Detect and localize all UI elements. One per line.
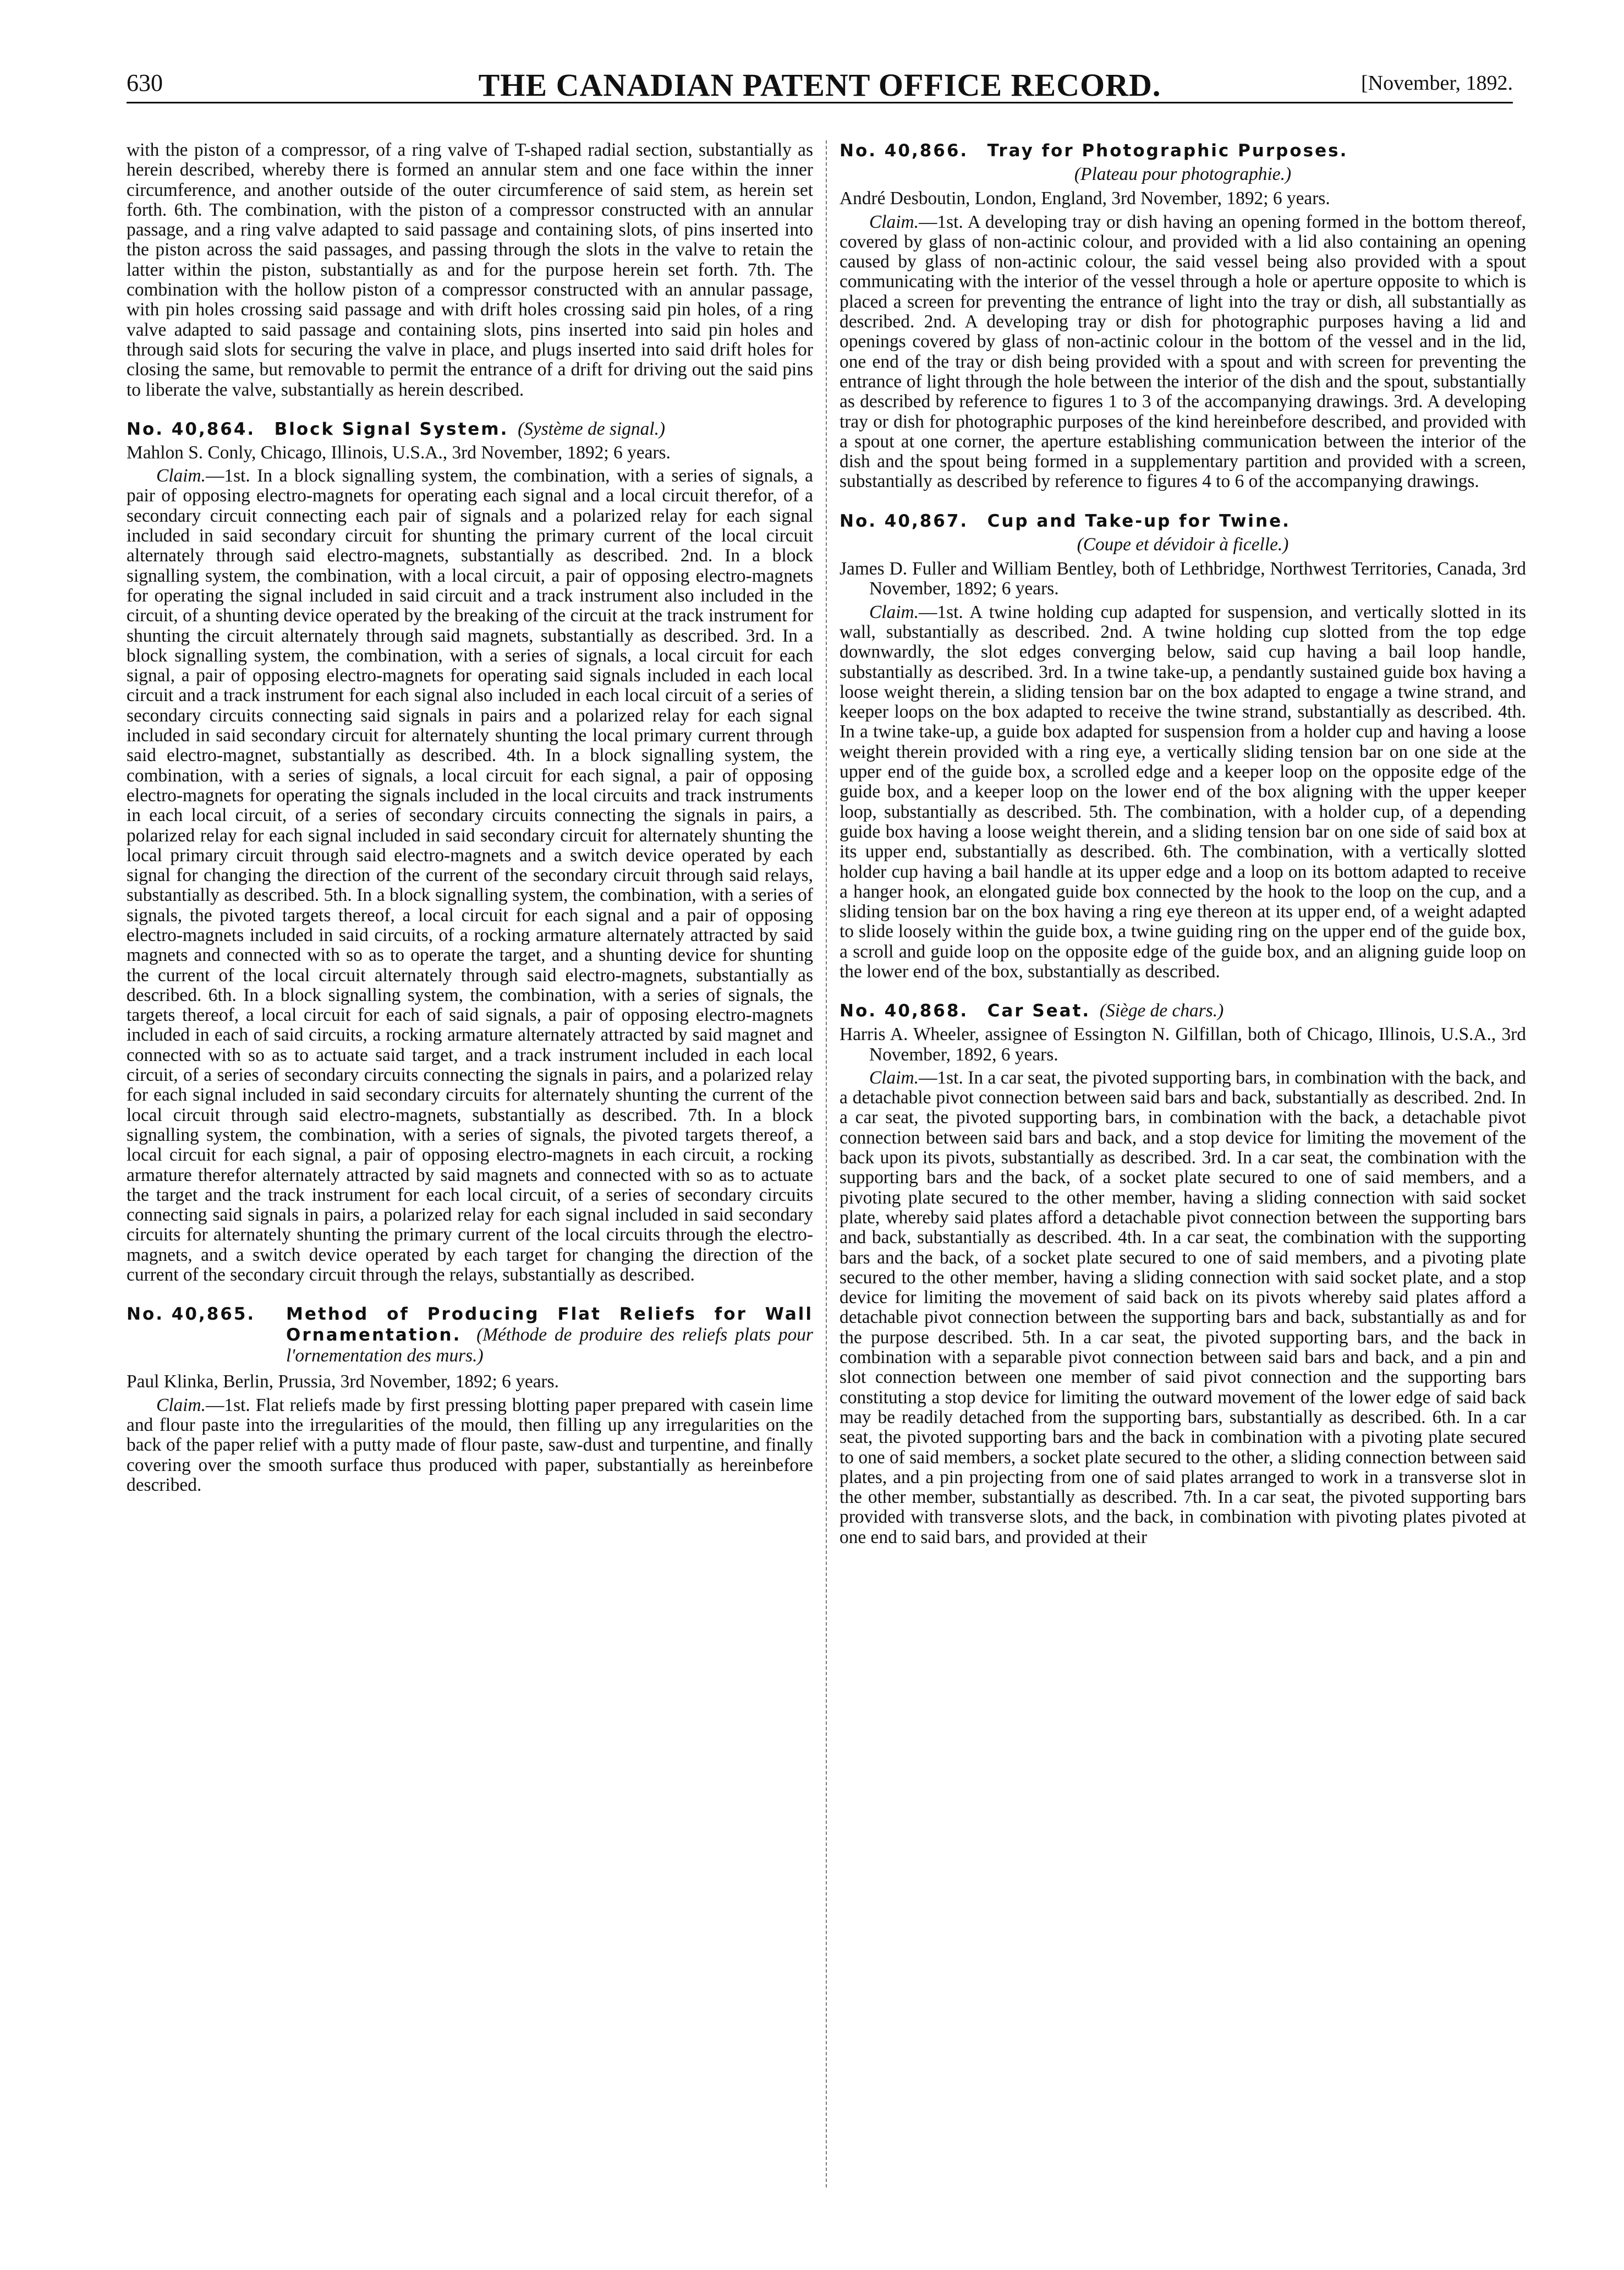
patentee: Mahlon S. Conly, Chicago, Illinois, U.S.A., 3rd November, 1892; 6 years. [127,442,671,463]
claims [127,466,813,1285]
patent-entry-40868 [840,1000,1526,1547]
patent-entry-40867 [840,511,1526,982]
patent-title: Tray for Photographic Purposes. [987,141,1348,161]
patent-number: No. 40,864. [127,419,256,439]
page-number: 630 [127,69,163,96]
column-divider [826,140,827,2187]
patentee: Harris A. Wheeler, assignee of Essington N. Gilfillan, both of Chicago, Illinois, U.S.A., 3rd November, 1892, 6 years. [840,1024,1526,1065]
claims [127,1396,813,1495]
page-header [127,69,1513,103]
patent-title: Cup and Take-up for Twine. [987,511,1291,531]
patent-title: Car Seat. [987,1001,1091,1021]
claim-label: Claim. [156,466,206,486]
patentee: Paul Klinka, Berlin, Prussia, 3rd November, 1892; 6 years. [127,1371,559,1392]
claims [840,603,1526,982]
issue-date: [November, 1892. [1360,72,1513,95]
claim-label: Claim. [869,601,919,622]
claim-text: —1st. Flat reliefs made by first pressing blotting paper prepared with casein lime and flour paste into the irregularities of the mould, then filling up any irregularities on the back of the paper relief with a putty made of flour paste, saw-dust and turpentine, and finally covering over the smooth surface thus produced with paper, substantially as hereinbefore described. [127,1394,813,1495]
right-column [840,140,1526,2242]
claims [840,212,1526,492]
french-title: (Siège de chars.) [1099,1000,1224,1021]
claim-text: —1st. A twine holding cup adapted for suspension, and vertically slotted in its wall, substantially as described. 2nd. A twine holding cup slotted from the top edge downwardly, the slot edges converging below, said cup having a bail loop handle, substantially as described. 3rd. In a twine take-up, a pendantly sustained guide box having a loose weight therein, a sliding tension bar on the box adapted to engage a twine strand, and keeper loops on the box adapted to receive the twine strand, substantially as described. 4th. In a twine take-up, a guide box adapted for suspension from a holder cup and having a loose weight therein provided with a ring eye, a vertically sliding tension bar on one side at the upper end of the guide box, a scrolled edge and a keeper loop on the opposite edge of the guide box, and a keeper loop on the lower end of the box aligning with the upper keeper loop, substantially as described. 5th. The combination, with a holder cup, of a depending guide box having a loose weight therein, and a sliding tension bar on one side of said box at its upper end, substantially as described. 6th. The combination, with a vertically slotted holder cup having a bail handle at its upper edge and a loop on its bottom adapted to receive a hanger hook, an elongated guide box connected by the hook to the loop on the cup, and a sliding tension bar on the box having a ring eye thereon at its upper end, of a weight adapted to slide loosely within the guide box, a twine guiding ring on the upper end of the guide box, a scroll and guide loop on the opposite edge of the guide box, and an aligning guide loop on the lower end of the box, substantially as described. [840,601,1526,982]
patentee: James D. Fuller and William Bentley, both of Lethbridge, Northwest Territories, Canada, 3rd November, 1892; 6 years. [840,559,1526,599]
french-title: (Coupe et dévidoir à ficelle.) [1077,534,1289,555]
patent-number: No. 40,867. [840,511,969,531]
patent-entry-40865 [127,1304,813,1495]
french-title: (Méthode de produire des reliefs plats pour l'ornementation des murs.) [286,1325,813,1366]
patent-number: No. 40,868. [840,1001,969,1021]
claim-text: —1st. A developing tray or dish having an opening formed in the bottom thereof, covered by glass of non-actinic colour, and provided with a lid also containing an opening caused by glass of non-actinic colour, the said vessel being also provided with a spout communicating with the interior of the vessel through a hole or aperture opposite to which is placed a screen for preventing the entrance of light into the tray or dish, all substantially as described. 2nd. A developing tray or dish for photographic purposes having a lid and openings covered by glass of non-actinic colour in the bottom of the vessel and in the lid, one end of the tray or dish being provided with a spout and with screen for preventing the entrance of light through the hole between the interior of the dish and the spout, substantially as described by reference to figures 1 to 3 of the accompanying drawings. 3rd. A developing tray or dish for photographic purposes of the kind hereinbefore described, and provided with a spout at one corner, the aperture establishing communication between the interior of the dish and the spout being formed in a supplementary partition and provided with a screen, substantially as described by reference to figures 4 to 6 of the accompanying drawings. [840,211,1526,492]
claims [840,1068,1526,1547]
patentee: André Desboutin, London, England, 3rd November, 1892; 6 years. [840,188,1330,209]
claim-label: Claim. [156,1394,206,1415]
patent-number: No. 40,865. [127,1304,256,1325]
entry-heading [840,1000,1526,1021]
patent-entry-40866 [840,140,1526,492]
claim-text: —1st. In a car seat, the pivoted supporting bars, in combination with the back, and a detachable pivot connection between said bars and back, substantially as described. 2nd. In a car seat, the pivoted supporting bars, in combination with the back, a detachable pivot connection between said bars and back, and a stop device for limiting the movement of the back upon its pivots, substantially as described. 3rd. In a car seat, the combination with the supporting bars and the back, of a socket plate secured to one of said members, and a pivoting plate secured to the other member, having a sliding connection with said socket plate, whereby said plates afford a detachable pivot connection between the supporting bars and back, substantially as described. 4th. In a car seat, the combination with the supporting bars and the back, of a socket plate secured to one of said members, and a pivoting plate secured to the other member, having a sliding connection with said socket plate, and a stop device for limiting the movement of said back on its pivots whereby said plates afford a detachable pivot connection between the supporting bars and back, substantially as and for the purpose described. 5th. In a car seat, the pivoted supporting bars, and the back in combination with a separable pivot connection between said bars and back, and a pin and slot connection between one member of said pivot connection and the supporting bars constituting a stop device for limiting the outward movement of the lower edge of said back may be readily detached from the supporting bars, substantially as described. 6th. In a car seat, the pivoted supporting bars and the back in combination with a pivoting plate secured to one of said members, a socket plate secured to the other, a sliding connection between said plates, and a pin projecting from one of said plates arranged to work in a transverse slot in the other member, substantially as described. 7th. In a car seat, the pivoted supporting bars provided with transverse slots, and the back, in combination with pivoting plates pivoted at one end to said bars, and provided at their [840,1067,1526,1547]
claim-label: Claim. [869,1067,919,1088]
french-title: (Système de signal.) [518,418,666,439]
patent-title: Method of Producing Flat Reliefs for Wall Ornamentation. [286,1304,813,1345]
patent-number: No. 40,866. [840,141,969,161]
patent-title: Block Signal System. [274,419,509,439]
left-column [127,140,813,2242]
journal-title: THE CANADIAN PATENT OFFICE RECORD. [478,67,1161,103]
entry-heading [127,419,813,440]
entry-heading [840,140,1526,161]
claim-label: Claim. [869,211,919,232]
claim-text: —1st. In a block signalling system, the combination, with a series of signals, a pair of opposing electro-magnets for operating each signal and a local circuit therefor, of a secondary circuit connecting each pair of signals and a polarized relay for each signal included in said secondary circuit for shunting the primary current of the local circuit alternately through said electro-magnets, substantially as described. 2nd. In a block signalling system, the combination, with a local circuit, a pair of opposing electro-magnets for operating the signal included in said circuit and a track instrument also included in the circuit, of a shunting device operated by the breaking of the circuit at the track instrument for shunting the circuit alternately through said magnets, substantially as described. 3rd. In a block signalling system, the combination, with a series of signals, a local circuit for each signal, a pair of opposing electro-magnets for operating said signals included in each local circuit and a track instrument for each signal also included in each local circuit of a series of secondary circuits connecting said signals in pairs and a polarized relay for each signal included in said secondary circuit for alternately shunting the local primary current through said electro-magnet, substantially as described. 4th. In a block signalling system, the combination, with a series of signals, a local circuit for each signal, a pair of opposing electro-magnets for operating the signals included in the local circuits and track instruments in each local circuit, of a series of secondary circuits connecting the signals in pairs, a polarized relay for each signal included in said secondary circuit for alternately shunting the local primary circuit through said electro-magnets and a switch device operated by each signal for changing the direction of the current of the secondary circuit through said relays, substantially as described. 5th. In a block signalling system, the combination, with a series of signals, the pivoted targets thereof, a local circuit for each signal and a pair of opposing electro-magnets included in said circuits, of a rocking armature alternately attracted by said magnets and connected with so as to operate the target, and a shunting device for shunting the current of the local circuit alternately through said electro-magnets, substantially as described. 6th. In a block signalling system, the combination, with a series of signals, the targets thereof, a local circuit for each of said signals, a pair of opposing electro-magnets included in each of said circuits, a rocking armature alternately attracted by said magnet and connected with so as to actuate said target, and a track instrument included in each local circuit, of a series of secondary circuits connecting the signals in pairs, and a polarized relay for each signal included in said secondary circuits for alternately shunting the current of the local circuit through said electro-magnets, substantially as described. 7th. In a block signalling system, the combination, with a series of signals, the pivoted targets thereof, a local circuit for each signal, a pair of opposing electro-magnets in each circuit, a rocking armature therefor alternately attracted by said magnets and connected with so as to actuate the target and the track instrument for each local circuit, of a series of secondary circuits connecting said signals in pairs, a polarized relay for each signal included in said secondary circuits for alternately shunting the primary current of the local circuits through the electro-magnets, and a switch device operated by each target for changing the direction of the current of the secondary circuit through the relays, substantially as described. [127,466,813,1286]
continued-claims: with the piston of a compressor, of a ring valve of T-shaped radial section, substantially as herein described, whereby there is formed an annular stem and one face within the inner circumference, and another outside of the outer circumference of said stem, as herein set forth. 6th. The combination, with the piston of a compressor constructed with an annular passage, and a ring valve adapted to said passage and containing slots, of pins inserted into the piston across the said passages, and passing through the slots in the valve to retain the latter within the piston, substantially as and for the purpose herein set forth. 7th. The combination with the hollow piston of a compressor constructed with an annular passage, with pin holes crossing said passage and with drift holes crossing said pin holes, of a ring valve adapted to said passage and containing slots, pins inserted into said pin holes and through said slots for securing the valve in place, and plugs inserted into said drift holes for closing the same, but removable to permit the entrance of a drift for driving out the said pins to liberate the valve, substantially as herein described. [127,140,813,400]
french-title: (Plateau pour photographie.) [1074,164,1292,184]
entry-heading [127,1304,813,1366]
patent-entry-40864 [127,419,813,1285]
entry-heading [840,511,1526,532]
